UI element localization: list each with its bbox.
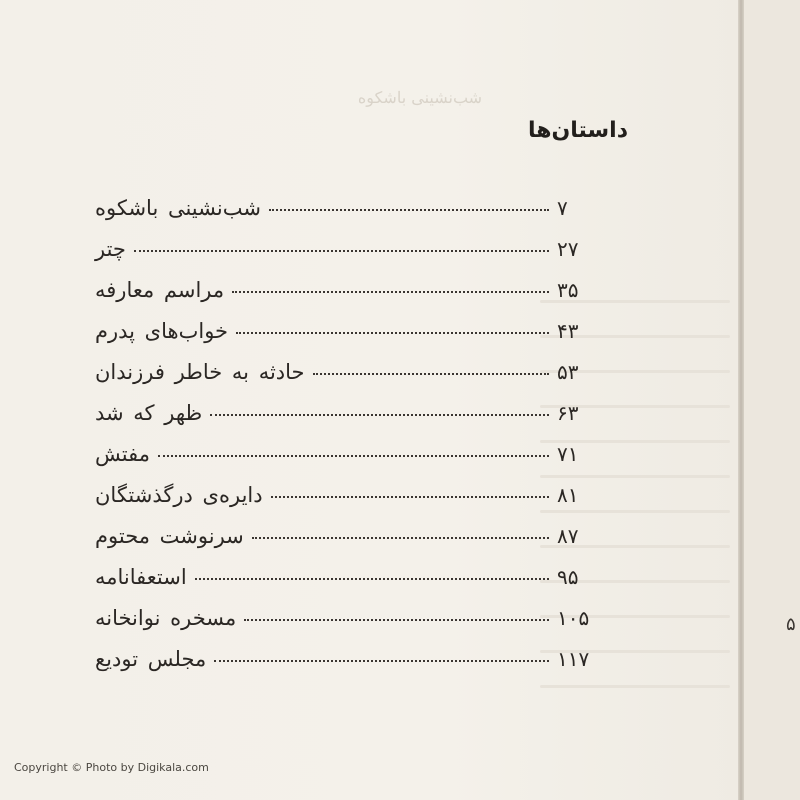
section-title: داستان‌ها: [528, 118, 628, 143]
toc-dot-leader: [134, 250, 549, 252]
toc-entry-title: مجلس تودیع: [95, 647, 207, 671]
toc-entry-title: مراسم معارفه: [95, 278, 225, 302]
toc-dot-leader: [232, 291, 549, 293]
toc-entry-page: ۸۱: [557, 483, 579, 507]
side-page-number: ۵: [786, 614, 796, 635]
toc-dot-leader: [269, 209, 549, 211]
toc-entry-title: دایره‌ی درگذشتگان: [95, 483, 263, 507]
toc-entry-page: ۷۱: [557, 442, 579, 466]
toc-entry: [95, 237, 595, 278]
toc-entry-page: ۳۵: [557, 278, 579, 302]
toc-dot-leader: [271, 496, 549, 498]
toc-entry: [95, 360, 595, 401]
toc-entry-title: چتر: [95, 237, 126, 261]
toc-entry-page: ۲۷: [557, 237, 579, 261]
toc-dot-leader: [210, 414, 549, 416]
toc-entry-page: ۴۳: [557, 319, 579, 343]
toc-dot-leader: [313, 373, 549, 375]
toc-entry-title: استعفانامه: [95, 565, 187, 589]
toc-entry-title: مسخره نوانخانه: [95, 606, 237, 630]
toc-entry: [95, 565, 595, 606]
toc-entry-page: ۷: [557, 196, 568, 220]
table-of-contents: [95, 196, 595, 688]
toc-entry: [95, 442, 595, 483]
toc-entry: [95, 196, 595, 237]
toc-entry-title: شب‌نشینی باشکوه: [95, 196, 261, 220]
toc-entry-title: خواب‌های پدرم: [95, 319, 229, 343]
toc-dot-leader: [214, 660, 549, 662]
toc-dot-leader: [158, 455, 549, 457]
toc-entry: [95, 401, 595, 442]
toc-dot-leader: [244, 619, 549, 621]
toc-entry: [95, 483, 595, 524]
toc-entry-page: ۸۷: [557, 524, 579, 548]
toc-entry-title: ظهر که شد: [95, 401, 203, 425]
toc-entry-title: حادثه به خاطر فرزندان: [95, 360, 305, 384]
toc-dot-leader: [236, 332, 549, 334]
faint-running-header: شب‌نشینی باشکوه: [357, 88, 483, 107]
toc-entry-page: ۶۳: [557, 401, 579, 425]
toc-entry-page: ۵۳: [557, 360, 579, 384]
toc-entry: [95, 524, 595, 565]
toc-entry: [95, 278, 595, 319]
toc-entry: [95, 647, 595, 688]
toc-dot-leader: [252, 537, 549, 539]
toc-entry: [95, 319, 595, 360]
toc-entry-page: ۹۵: [557, 565, 579, 589]
toc-entry-title: سرنوشت محتوم: [95, 524, 244, 548]
copyright-watermark: Copyright © Photo by Digikala.com: [14, 761, 209, 774]
toc-entry-page: ۱۱۷: [557, 647, 590, 671]
toc-entry-page: ۱۰۵: [557, 606, 590, 630]
toc-dot-leader: [195, 578, 549, 580]
toc-entry-title: مفتش: [95, 442, 150, 466]
facing-page-edge: [744, 0, 800, 800]
toc-entry: [95, 606, 595, 647]
